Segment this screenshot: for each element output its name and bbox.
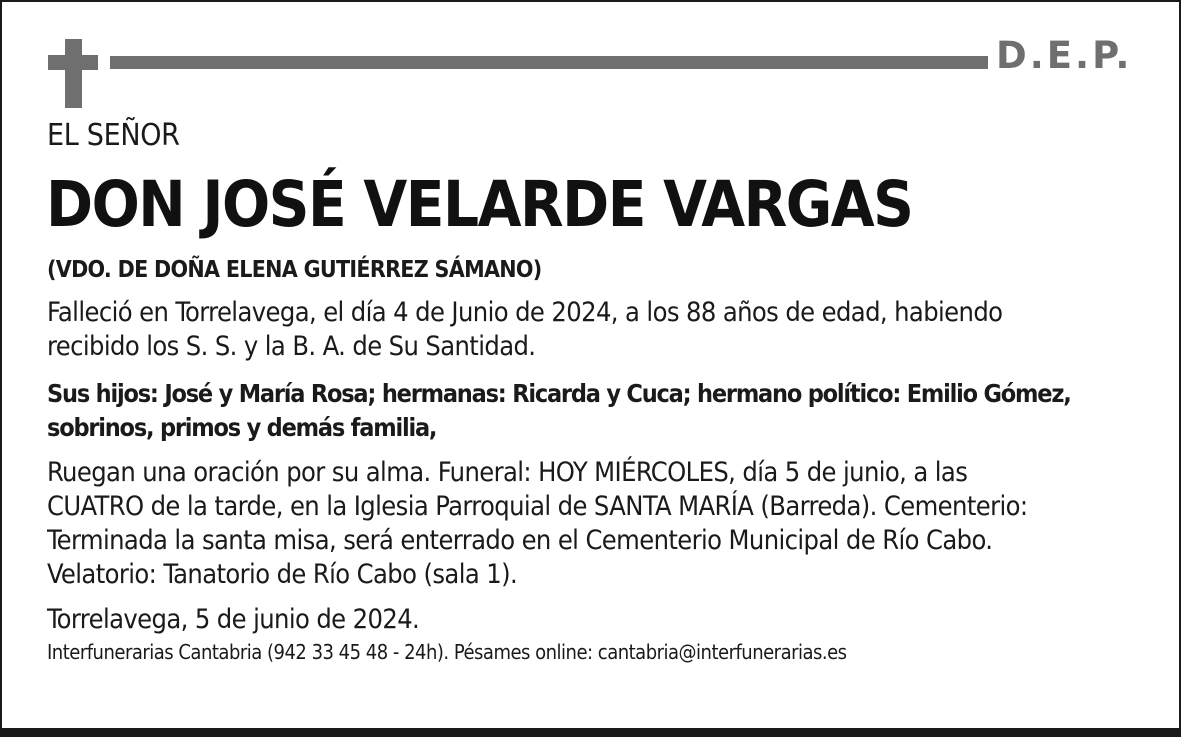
family-line: sobrinos, primos y demás familia,	[47, 413, 437, 442]
cross-icon	[65, 39, 82, 108]
header-rule	[110, 56, 988, 69]
family-paragraph	[47, 377, 1071, 445]
family-line: Sus hijos: José y María Rosa; hermanas: Ricarda y Cuca; hermano político: Emilio Gómez,	[47, 379, 1071, 408]
death-paragraph	[47, 296, 1002, 364]
funeral-paragraph	[47, 456, 1027, 592]
death-line: recibido los S. S. y la B. A. de Su Santidad.	[47, 331, 536, 362]
death-line: Falleció en Torrelavega, el día 4 de Junio de 2024, a los 88 años de edad, habiendo	[47, 297, 1003, 328]
cross-icon-crossbar	[48, 55, 98, 70]
funeral-line: CUATRO de la tarde, en la Iglesia Parroquial de SANTA MARÍA (Barreda). Cementerio:	[47, 491, 1028, 522]
funeral-line: Velatorio: Tanatorio de Río Cabo (sala 1).	[47, 559, 518, 590]
deceased-name: DON JOSÉ VELARDE VARGAS	[46, 168, 913, 241]
funeral-line: Terminada la santa misa, será enterrado en el Cementerio Municipal de Río Cabo.	[47, 525, 993, 556]
funeral-line: Ruegan una oración por su alma. Funeral: HOY MIÉRCOLES, día 5 de junio, a las	[47, 457, 968, 488]
title-prefix: EL SEÑOR	[47, 118, 180, 153]
widower-of: (VDO. DE DOÑA ELENA GUTIÉRREZ SÁMANO)	[47, 257, 542, 283]
place-date: Torrelavega, 5 de junio de 2024.	[47, 604, 420, 635]
dep-label: D.E.P.	[996, 34, 1133, 77]
footer-contact: Interfunerarias Cantabria (942 33 45 48 - 24h). Pésames online: cantabria@interfunerarias.es	[47, 640, 847, 664]
